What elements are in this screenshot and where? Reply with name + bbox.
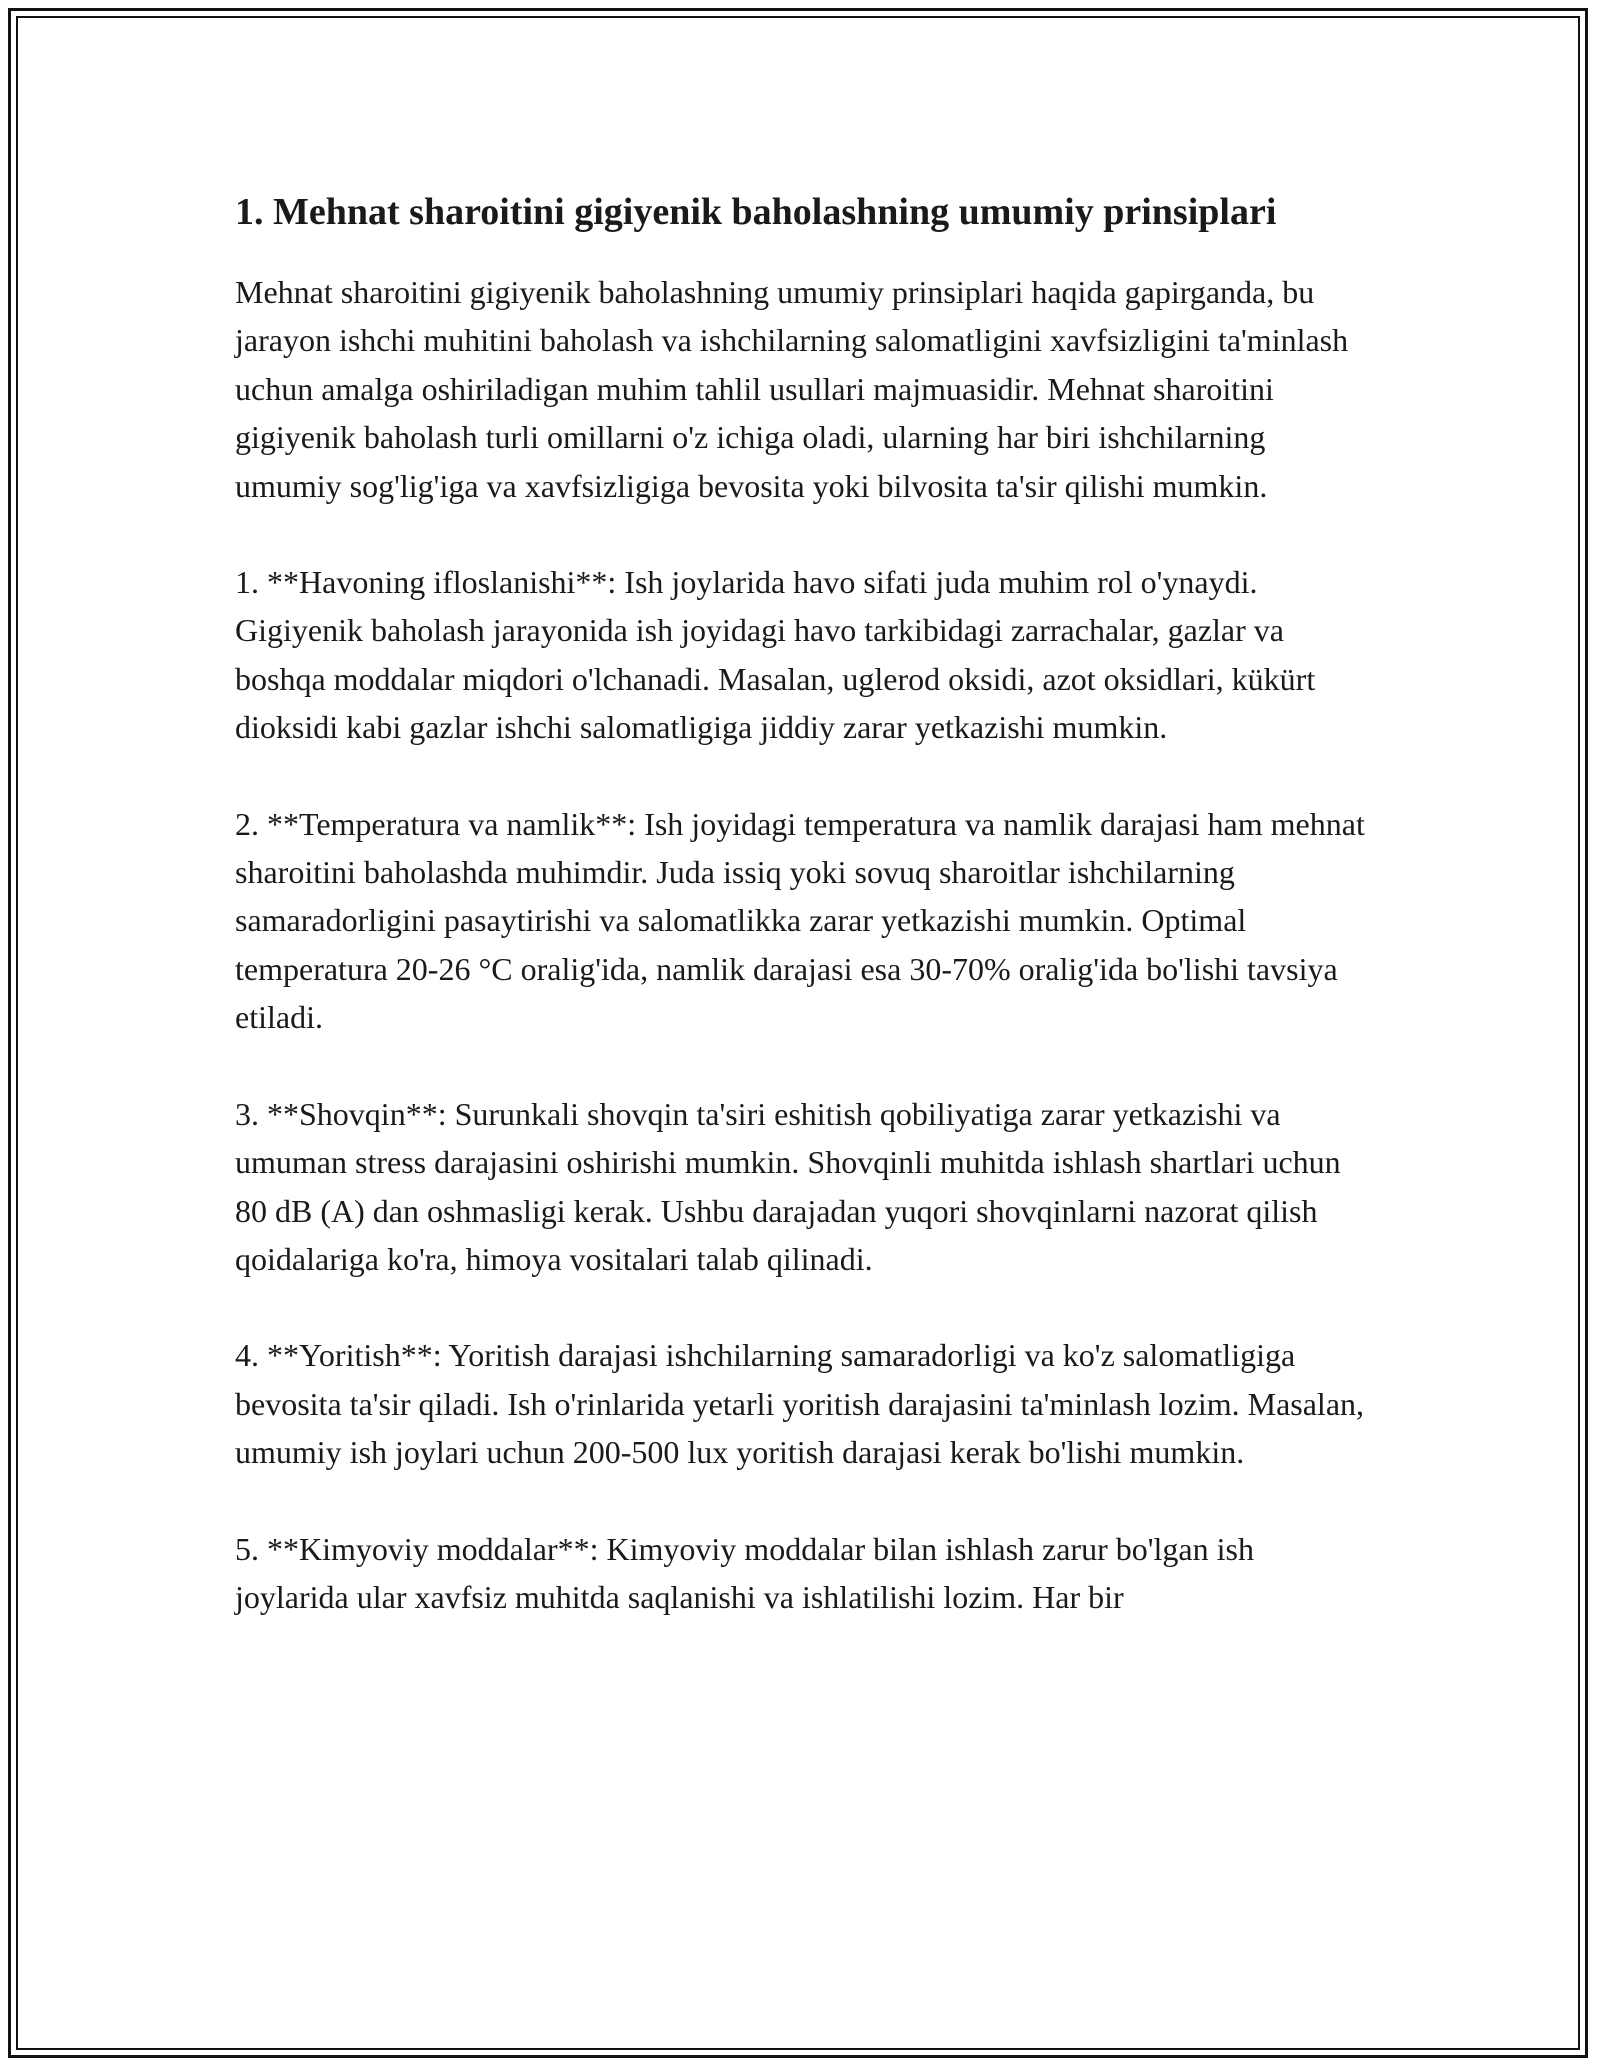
item-chemicals: 5. **Kimyoviy moddalar**: Kimyoviy moddalar bilan ishlash zarur bo'lgan ish joylarida ular xavfsiz muhitda saqlanishi va ishlatilishi lozim. Har bir (235, 1530, 1254, 1615)
item-lighting: 4. **Yoritish**: Yoritish darajasi ishchilarning samaradorligi va ko'z salomatligiga bevosita ta'sir qiladi. Ish o'rinlarida yetarli yoritish darajasini ta'minlash lozim. Masalan, umumiy ish joylari uchun 200-500 lux yoritish darajasi kerak bo'lishi mumkin. (235, 1337, 1365, 1471)
item-noise: 3. **Shovqin**: Surunkali shovqin ta'siri eshitish qobiliyatiga zarar yetkazishi va umuman stress darajasini oshirishi mumkin. Shovqinli muhitda ishlash shartlari uchun 80 dB (A) dan oshmasligi kerak. Ushbu darajadan yuqori shovqinlarni nazorat qilish qoidalariga ko'ra, himoya vositalari talab qilinadi. (235, 1095, 1341, 1277)
item-temperature-humidity: 2. **Temperatura va namlik**: Ish joyidagi temperatura va namlik darajasi ham mehnat sharoitini baholashda muhimdir. Juda issiq yoki sovuq sharoitlar ishchilarning samaradorligini pasaytirishi va salomatlikka zarar yetkazishi mumkin. Optimal temperatura 20-26 °C oralig'ida, namlik darajasi esa 30-70% oralig'ida bo'lishi tavsiya etiladi. (235, 805, 1365, 1036)
section-heading: 1. Mehnat sharoitini gigiyenik baholashning umumiy prinsiplari (235, 191, 1277, 233)
item-air-pollution: 1. **Havoning ifloslanishi**: Ish joylarida havo sifati juda muhim rol o'ynaydi. Gigiyenik baholash jarayonida ish joyidagi havo tarkibidagi zarrachalar, gazlar va boshqa moddalar miqdori o'lchanadi. Masalan, uglerod oksidi, azot oksidlari, kükürt dioksidi kabi gazlar ishchi salomatligiga jiddiy zarar yetkazishi mumkin. (235, 564, 1316, 746)
document-body (235, 185, 1375, 1669)
intro-paragraph: Mehnat sharoitini gigiyenik baholashning umumiy prinsiplari haqida gapirganda, bu jarayon ishchi muhitini baholash va ishchilarning salomatligini xavfsizligini ta'minlash uchun amalga oshiriladigan muhim tahlil usullari majmuasidir. Mehnat sharoitini gigiyenik baholash turli omillarni o'z ichiga oladi, ularning har biri ishchilarning umumiy sog'lig'iga va xavfsizligiga bevosita yoki bilvosita ta'sir qilishi mumkin. (235, 274, 1349, 504)
